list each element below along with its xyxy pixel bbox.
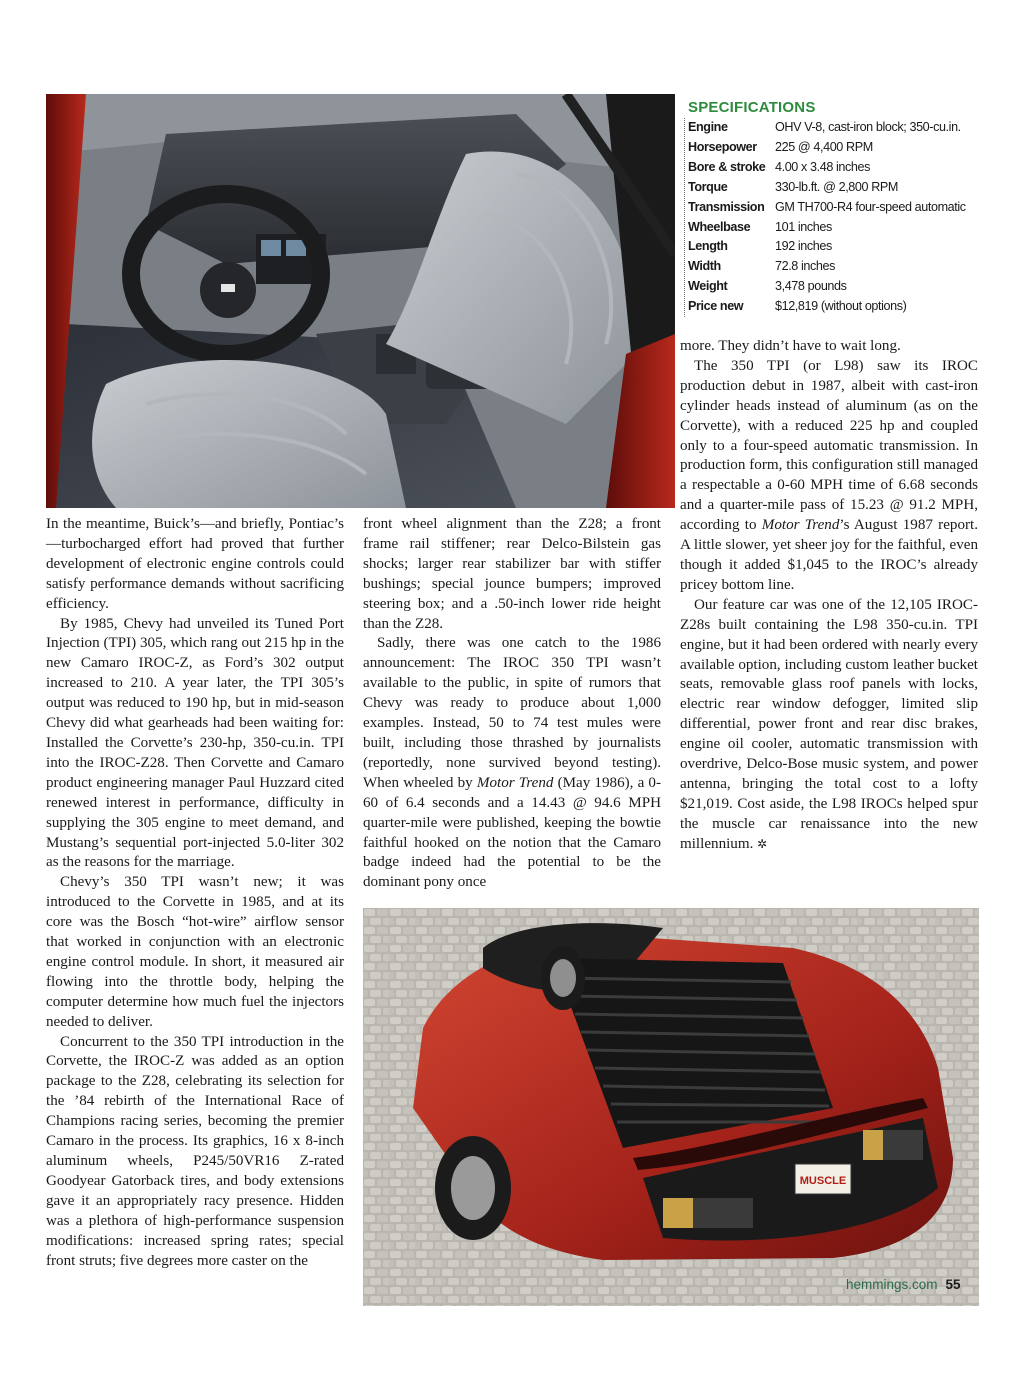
interior-photo [46,94,675,508]
spec-row-bore-stroke [688,158,984,178]
spec-label: Engine [688,120,728,134]
spec-row-length [688,237,984,257]
spec-row-width [688,257,984,277]
article-column-1 [46,515,344,1271]
spec-value: 101 inches [775,219,832,234]
spec-label: Wheelbase [688,219,751,234]
text-run: Sadly, there was one catch to the 1986 announcement: The IROC 350 TPI wasn’t available to the public, in spite of rumors that Chevy was ready to produce about 1,000 examples. Instead, 50 to 74 test mules were built, including those thrashed by journalists (reportedly, none survived beyond testing). When wheeled by [363,635,661,791]
spec-label: Bore & stroke [688,159,766,174]
text-run: The 350 TPI (or L98) saw its IROC production debut in 1987, albeit with cast-iron cylinder heads instead of aluminum (as on the Corvette), with a reduced 225 hp and coupled only to a four-speed automatic transmission. In production form, this configuration still managed a respectable a 0-60 MPH time of 6.68 seconds and a quarter-mile pass of 15.23 @ 91.2 MPH, according to [680,357,978,534]
spec-value: 225 @ 4,400 RPM [775,139,873,154]
article-column-2 [363,515,661,893]
magazine-name: Motor Trend [476,774,554,791]
license-plate-text: MUSCLE [799,1175,847,1187]
spec-label: Weight [688,279,728,294]
specifications-title: SPECIFICATIONS [688,99,816,116]
spec-label: Length [688,239,728,254]
spec-value: 72.8 inches [775,259,836,274]
spec-value: OHV V-8, cast-iron block; 350-cu.in. [775,120,961,134]
spec-label: Width [688,259,721,274]
spec-label: Torque [688,179,728,194]
spec-value: 4.00 x 3.48 inches [775,159,871,174]
interior-photo-illustration [46,94,675,508]
paragraph: In the meantime, Buick’s—and briefly, Pontiac’s—turbocharged effort had proved that further development of electronic engine controls could satisfy performance demands without sacrificing efficiency. [46,516,344,612]
spec-row-price-new [688,297,984,317]
car-rear-photo-illustration [363,908,979,1306]
spec-label: Horsepower [688,139,757,154]
spec-label: Transmission [688,199,765,214]
spec-row-torque [688,178,984,198]
paragraph: By 1985, Chevy had unveiled its Tuned Port Injection (TPI) 305, which rang out 215 hp in the new Camaro IROC-Z, as Ford’s 302 output increased to 210. A year later, the TPI 305’s output was reduced to 190 hp, but in mid-season Chevy did what gearheads had been waiting for: Installed the Corvette’s 230-hp, 350-cu.in. TPI into the IROC-Z28. Then Corvette and Camaro product engineering manager Paul Huzzard cited renewed interest in performance, difficulty in supplying the 305 engine to meet demand, and Mustang’s sequential port-injected 5.0-liter 302 as the reasons for the marriage. [46,615,344,871]
page-footer [846,1277,961,1292]
paragraph: front wheel alignment than the Z28; a front frame rail stiffener; rear Delco-Bilstein gas shocks; larger rear stabilizer bar with stiffer bushings; special jounce bumpers; improved steering box; and a .50-inch lower ride height than the Z28. [363,516,661,632]
text-run: ’s August 1987 report. A little slower, yet sheer joy for the faithful, even though it added $1,045 to the IROC’s already pricey bottom line. [680,517,978,593]
spec-value: $12,819 (without options) [775,299,907,314]
spec-row-horsepower [688,138,984,158]
spec-label: Price new [688,299,744,314]
spec-value: 3,478 pounds [775,279,847,294]
paragraph: Concurrent to the 350 TPI introduction in the Corvette, the IROC-Z was added as an option package to the Z28, celebrating its selection for the ’84 rebirth of the International Race of Champions racing series, becoming the premier Camaro in the process. Its graphics, 16 x 8-inch aluminum wheels, P245/50VR16 Z-rated Goodyear Gatorback tires, and body extensions gave it an appropriately racy presence. Hidden was a plethora of high-performance suspension modifications: increased spring rates; special front struts; five degrees more caster on the [46,1033,344,1269]
paragraph [680,357,978,596]
spec-value: 192 inches [775,239,832,254]
page-number: 55 [945,1277,961,1292]
license-plate [795,1164,851,1194]
spec-row-weight [688,277,984,297]
paragraph: Chevy’s 350 TPI wasn’t new; it was introduced to the Corvette in 1985, and at its core was the Bosch “hot-wire” airflow sensor that worked in conjunction with an electronic engine control module. In short, it measured air flowing into the throttle body, helping the computer determine how much fuel the injectors needed to deliver. [46,874,344,1030]
paragraph [363,634,661,893]
spec-row-transmission [688,198,984,218]
specifications-table [684,118,984,317]
text-run: (May 1986), a 0-60 of 6.4 seconds and a 14.43 @ 94.6 MPH quarter-mile were published, keeping the bowtie faithful hooked on the notion that the Camaro badge indeed had the potential to be the dominant pony once [363,774,661,891]
website-link[interactable]: hemmings.com [846,1277,938,1292]
car-rear-photo [363,908,979,1306]
spec-row-wheelbase [688,218,984,238]
specifications-box [684,98,984,317]
magazine-name: Motor Trend [761,517,840,534]
paragraph [680,596,978,855]
text-run: Our feature car was one of the 12,105 IROC-Z28s built containing the L98 350-cu.in. TPI engine, but it had been ordered with nearly every available option, including custom leather bucket seats, removable glass roof panels with locks, electric rear window defogger, limited slip differential, power front and rear disc brakes, engine oil cooler, automatic transmission with overdrive, Delco-Bose music system, and power antenna, bringing the total cost to a lofty $21,019. Cost aside, the L98 IROCs helped spur the muscle car renaissance into the new millennium. [680,596,978,852]
spec-value: GM TH700-R4 four-speed automatic [775,199,966,214]
paragraph: more. They didn’t have to wait long. [680,338,901,354]
end-mark-icon: ✲ [757,836,768,851]
article-column-3 [680,337,978,855]
spec-value: 330-lb.ft. @ 2,800 RPM [775,179,898,194]
spec-row-engine [688,118,984,138]
